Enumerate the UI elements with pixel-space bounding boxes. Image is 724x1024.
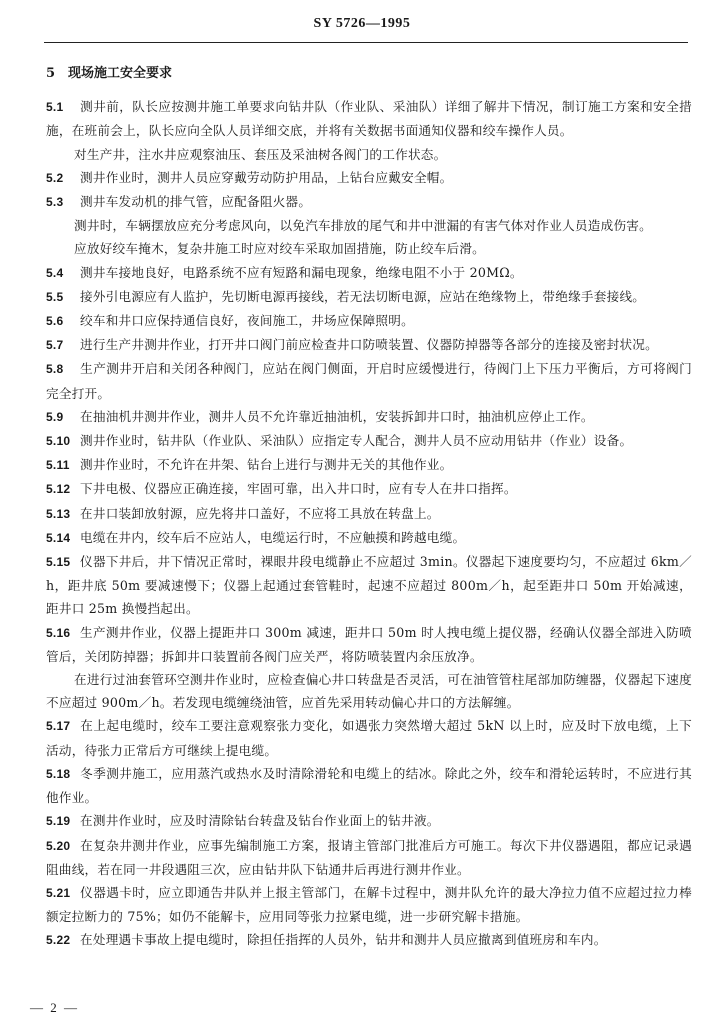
section-heading bbox=[46, 62, 692, 85]
paragraph: 在进行过油套管环空测井作业时，应检查偏心井口转盘是否灵活，可在油管管柱尾部加防缠器，仪器起下速度不应超过 900m／h。若发现电缆缠绕油管，应首先采用转动偏心井口的方法解缠。 bbox=[46, 672, 692, 711]
clause-number: 5.10 bbox=[46, 434, 71, 449]
clause-number: 5.14 bbox=[46, 530, 71, 545]
clause-number: 5.7 bbox=[46, 338, 64, 353]
clause-5-11 bbox=[46, 453, 692, 477]
clause-text: 在上起电缆时，绞车工要注意观察张力变化，如遇张力突然增大超过 5kN 以上时，应及时下放电缆，上下活动，待张力正常后方可继续上提电缆。 bbox=[46, 718, 692, 758]
section-number: 5 bbox=[46, 66, 56, 81]
clause-number: 5.8 bbox=[46, 362, 64, 377]
header-rule bbox=[44, 42, 688, 43]
clause-5-5 bbox=[46, 285, 692, 309]
clause-text: 生产测井开启和关闭各种阀门，应站在阀门侧面，开启时应缓慢进行，待阀门上下压力平衡后，方可将阀门完全打开。 bbox=[46, 361, 692, 401]
paragraph: 测井时，车辆摆放应充分考虑风向，以免汽车排放的尾气和井中泄漏的有害气体对作业人员造成伤害。 bbox=[74, 218, 652, 234]
clause-text: 测井作业时，测井人员应穿戴劳动防护用品，上钻台应戴安全帽。 bbox=[80, 169, 453, 185]
clause-text: 测井前，队长应按测井施工单要求向钻井队（作业队、采油队）详细了解井下情况，制订施工方案和安全措施，在班前会上，队长应向全队人员详细交底，并将有关数据书面通知仪器和绞车操作人员。 bbox=[46, 99, 692, 139]
clause-text: 冬季测井施工，应用蒸汽或热水及时清除滑轮和电缆上的结冰。除此之外，绞车和滑轮运转时，不应进行其他作业。 bbox=[46, 765, 692, 806]
clause-text: 在测井作业时，应及时清除钻台转盘及钻台作业面上的钻井液。 bbox=[80, 813, 440, 829]
clause-5-13 bbox=[46, 502, 692, 526]
clause-number: 5.13 bbox=[46, 506, 71, 521]
clause-5-14 bbox=[46, 526, 692, 550]
clause-text: 测井作业时，不允许在井架、钻台上进行与测井无关的其他作业。 bbox=[80, 457, 453, 473]
clause-5-3 bbox=[46, 190, 692, 214]
section-title: 现场施工安全要求 bbox=[68, 66, 173, 81]
clause-text: 生产测井作业，仪器上提距井口 300m 减速，距井口 50m 时人拽电缆上提仪器，经确认仪器全部进入防喷管后，关闭防掉器；拆卸井口装置前各阀门应关严，将防喷装置内余压放净。 bbox=[46, 624, 692, 664]
clause-5-8 bbox=[46, 357, 692, 404]
clause-number: 5.19 bbox=[46, 814, 71, 829]
document-body bbox=[46, 62, 692, 953]
clause-5-16 bbox=[46, 621, 692, 668]
page-header bbox=[0, 12, 724, 32]
clause-number: 5.9 bbox=[46, 409, 64, 424]
clause-number: 5.11 bbox=[46, 458, 70, 473]
clause-text: 测井作业时，钻井队（作业队、采油队）应指定专人配合，测井人员不应动用钻井（作业）设备。 bbox=[80, 433, 633, 449]
clause-5-21 bbox=[46, 881, 692, 928]
clause-text: 进行生产井测井作业，打开井口阀门前应检查井口防喷装置、仪器防掉器等各部分的连接及密封状况。 bbox=[80, 337, 658, 353]
clause-text: 在复杂井测井作业，应事先编制施工方案，报请主管部门批准后方可施工。每次下井仪器遇阻，都应记录遇阻曲线，若在同一井段遇阻三次，应由钻井队下钻通井后再进行测井作业。 bbox=[46, 837, 692, 877]
paragraph: 应放好绞车掩木，复杂井施工时应对绞车采取加固措施，防止绞车后滑。 bbox=[74, 241, 485, 257]
clause-text: 仪器遇卡时，应立即通告井队并上报主管部门，在解卡过程中，测井队允许的最大净拉力值不应超过拉力棒额定拉断力的 75%；如仍不能解卡，应用同等张力拉紧电缆，进一步研究解卡措施。 bbox=[46, 884, 692, 925]
clause-5-19 bbox=[46, 809, 692, 833]
clause-text: 在处理遇卡事故上提电缆时，除担任指挥的人员外，钻井和测井人员应撤离到值班房和车内。 bbox=[80, 932, 607, 948]
clause-5-9 bbox=[46, 405, 692, 429]
clause-text: 下井电极、仪器应正确连接，牢固可靠，出入井口时，应有专人在井口指挥。 bbox=[80, 481, 517, 497]
clause-number: 5.20 bbox=[46, 838, 71, 853]
clause-text: 在抽油机井测井作业，测井人员不允许靠近抽油机，安装拆卸井口时，抽油机应停止工作。 bbox=[80, 408, 594, 424]
clause-number: 5.16 bbox=[46, 625, 71, 640]
clause-5-7 bbox=[46, 333, 692, 357]
clause-number: 5.15 bbox=[46, 555, 71, 570]
clause-5-4 bbox=[46, 261, 692, 285]
clause-number: 5.4 bbox=[46, 265, 64, 280]
clause-5-18 bbox=[46, 762, 692, 809]
clause-number: 5.22 bbox=[46, 933, 71, 948]
clause-number: 5.1 bbox=[46, 100, 64, 115]
clause-5-6 bbox=[46, 309, 692, 333]
clause-5-15 bbox=[46, 550, 692, 621]
clause-5-12 bbox=[46, 477, 692, 501]
clause-text: 测井车发动机的排气管，应配备阻火器。 bbox=[80, 194, 312, 210]
clause-number: 5.21 bbox=[46, 885, 71, 900]
clause-text: 电缆在井内，绞车后不应站人，电缆运行时，不应触摸和跨越电缆。 bbox=[80, 529, 466, 545]
clause-text: 测井车接地良好，电路系统不应有短路和漏电现象，绝缘电阻不小于 20MΩ。 bbox=[80, 264, 523, 280]
clause-number: 5.12 bbox=[46, 482, 71, 497]
standard-number: SY 5726—1995 bbox=[313, 16, 411, 31]
clause-5-10 bbox=[46, 429, 692, 453]
clause-text: 仪器下井后，井下情况正常时，裸眼井段电缆静止不应超过 3min。仪器起下速度要均匀，不应超过 6km／h，距井底 50m 要减速慢下；仪器上起通过套管鞋时，起速不应超过 800m／h，起至距井口 50m 开始减速，距井口 25m 换慢挡起出。 bbox=[46, 554, 692, 617]
clause-number: 5.18 bbox=[46, 766, 71, 781]
clause-number: 5.17 bbox=[46, 719, 71, 734]
page-number: — 2 — bbox=[30, 1000, 79, 1015]
clause-text: 接外引电源应有人监护，先切断电源再接线，若无法切断电源，应站在绝缘物上，带绝缘手套接线。 bbox=[80, 288, 646, 304]
clause-5-22 bbox=[46, 928, 692, 952]
clause-5-1 bbox=[46, 95, 692, 142]
clause-text: 在井口装卸放射源，应先将井口盖好，不应将工具放在转盘上。 bbox=[80, 505, 440, 521]
paragraph: 对生产井，注水井应观察油压、套压及采油树各阀门的工作状态。 bbox=[74, 146, 447, 162]
clause-number: 5.3 bbox=[46, 195, 64, 210]
clause-5-20 bbox=[46, 834, 692, 881]
clause-text: 绞车和井口应保持通信良好，夜间施工，井场应保障照明。 bbox=[80, 313, 414, 329]
clause-5-2 bbox=[46, 166, 692, 190]
clause-number: 5.2 bbox=[46, 170, 64, 185]
clause-number: 5.6 bbox=[46, 314, 64, 329]
clause-number: 5.5 bbox=[46, 289, 64, 304]
clause-5-17 bbox=[46, 714, 692, 761]
